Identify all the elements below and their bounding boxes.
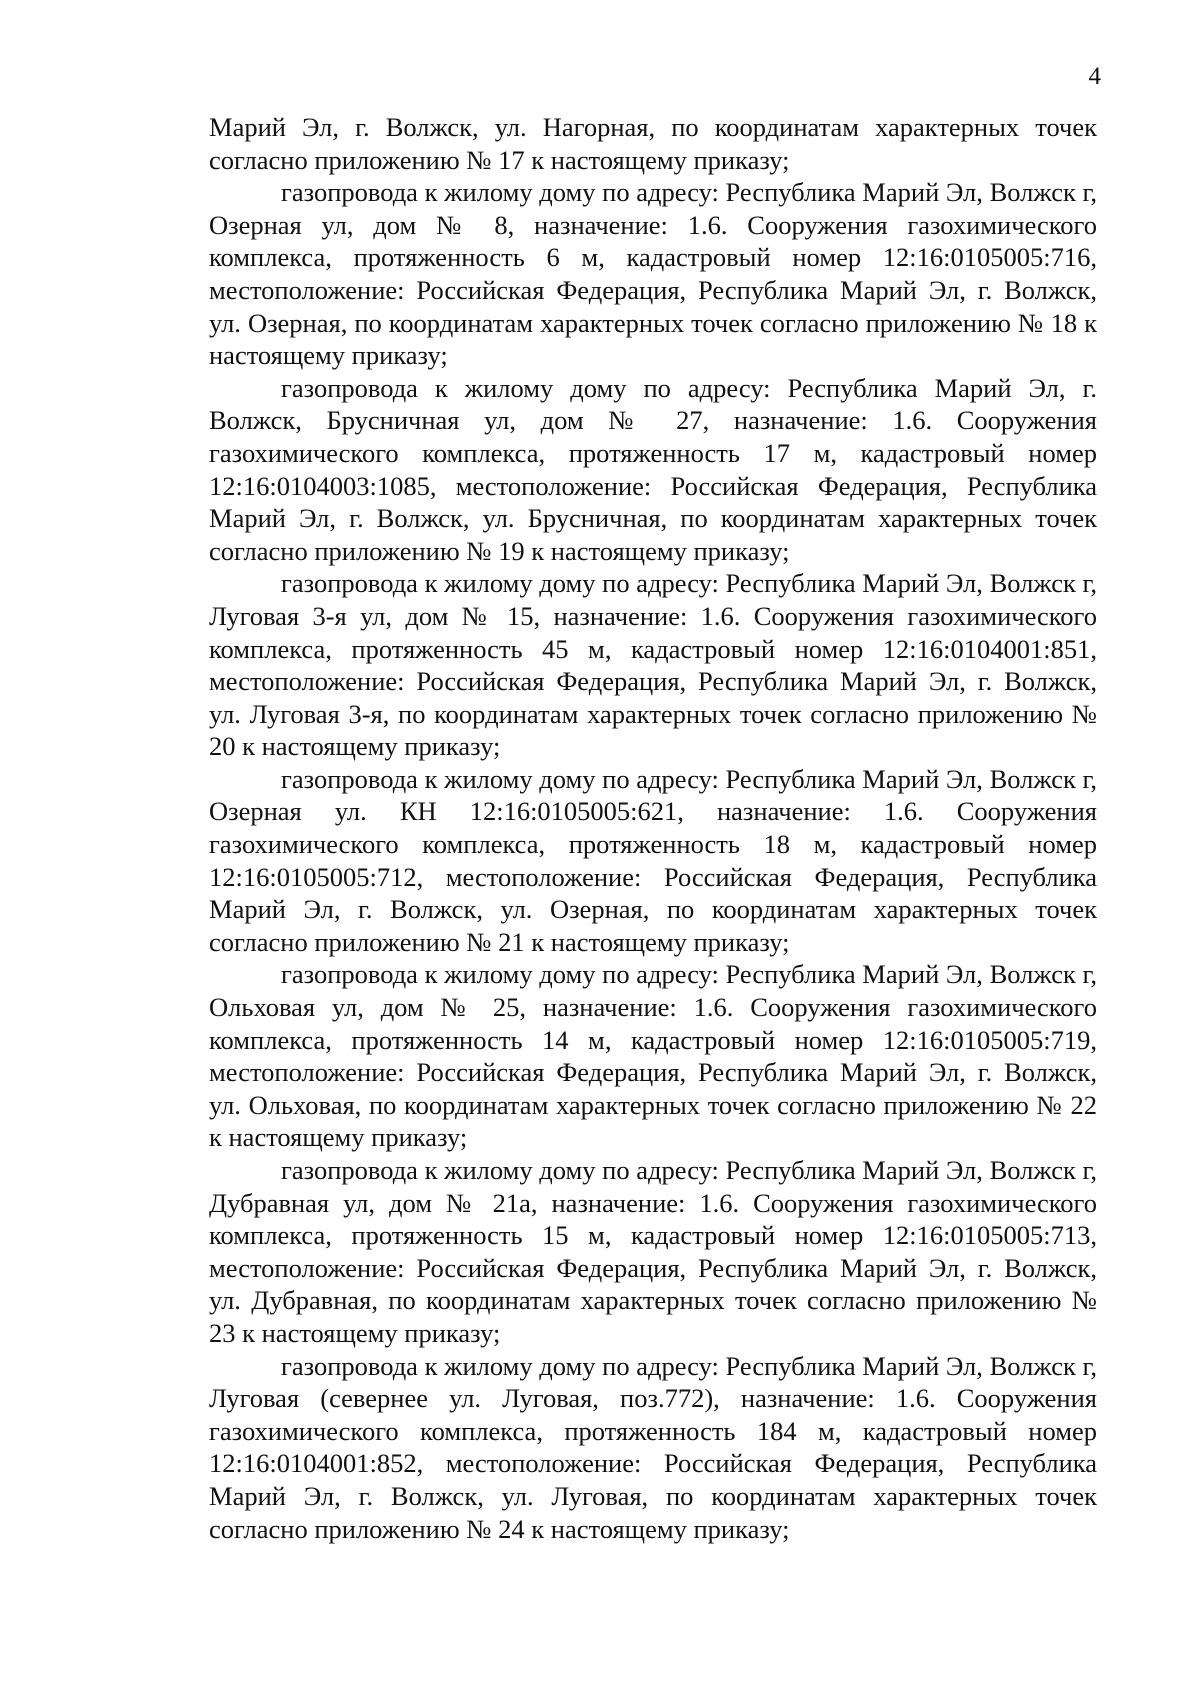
paragraph-continuation: Марий Эл, г. Волжск, ул. Нагорная, по координатам характерных точек согласно приложению № 17 к настоящему приказу;: [209, 112, 1097, 175]
paragraph-gas-pipeline-15: газопровода к жилому дому по адресу: Республика Марий Эл, Волжск г, Луговая 3-я ул, дом № 15, назначение: 1.6. Сооружения газохимического комплекса, протяженность 45 м, кадастровый номер 12:16:0104001:851, местоположение: Российская Федерация, Республика Марий Эл, г. Волжск, ул. Луговая 3-я, по координатам характерных точек согласно приложению № 20 к настоящему приказу;: [209, 568, 1097, 762]
paragraph-gas-pipeline-21a: газопровода к жилому дому по адресу: Республика Марий Эл, Волжск г, Дубравная ул, дом № 21а, назначение: 1.6. Сооружения газохимического комплекса, протяженность 15 м, кадастровый номер 12:16:0105005:713, местоположение: Российская Федерация, Республика Марий Эл, г. Волжск, ул. Дубравная, по координатам характерных точек согласно приложению № 23 к настоящему приказу;: [209, 1155, 1097, 1348]
page-number: 4: [1088, 63, 1101, 90]
paragraph-gas-pipeline-25: газопровода к жилому дому по адресу: Республика Марий Эл, Волжск г, Ольховая ул, дом № 25, назначение: 1.6. Сооружения газохимического комплекса, протяженность 14 м, кадастровый номер 12:16:0105005:719, местоположение: Российская Федерация, Республика Марий Эл, г. Волжск, ул. Ольховая, по координатам характерных точек согласно приложению № 22 к настоящему приказу;: [209, 959, 1097, 1153]
paragraph-gas-pipeline-27: газопровода к жилому дому по адресу: Республика Марий Эл, г. Волжск, Брусничная ул, дом № 27, назначение: 1.6. Сооружения газохимического комплекса, протяженность 17 м, кадастровый номер 12:16:0104003:1085, местоположение: Российская Федерация, Республика Марий Эл, г. Волжск, ул. Брусничная, по координатам характерных точек согласно приложению № 19 к настоящему приказу;: [209, 372, 1097, 566]
paragraph-gas-pipeline-kn-621: газопровода к жилому дому по адресу: Республика Марий Эл, Волжск г, Озерная ул. КН 12:16:0105005:621, назначение: 1.6. Сооружения газохимического комплекса, протяженность 18 м, кадастровый номер 12:16:0105005:712, местоположение: Российская Федерация, Республика Марий Эл, г. Волжск, ул. Озерная, по координатам характерных точек согласно приложению № 21 к настоящему приказу;: [209, 763, 1097, 957]
paragraph-gas-pipeline-772: газопровода к жилому дому по адресу: Республика Марий Эл, Волжск г, Луговая (севернее ул. Луговая, поз.772), назначение: 1.6. Сооружения газохимического комплекса, протяженность 184 м, кадастровый номер 12:16:0104001:852, местоположение: Российская Федерация, Республика Марий Эл, г. Волжск, ул. Луговая, по координатам характерных точек согласно приложению № 24 к настоящему приказу;: [209, 1350, 1097, 1544]
document-body: [209, 111, 1097, 1545]
paragraph-gas-pipeline-8: газопровода к жилому дому по адресу: Республика Марий Эл, Волжск г, Озерная ул, дом № 8, назначение: 1.6. Сооружения газохимического комплекса, протяженность 6 м, кадастровый номер 12:16:0105005:716, местоположение: Российская Федерация, Республика Марий Эл, г. Волжск, ул. Озерная, по координатам характерных точек согласно приложению № 18 к настоящему приказу;: [209, 177, 1097, 371]
